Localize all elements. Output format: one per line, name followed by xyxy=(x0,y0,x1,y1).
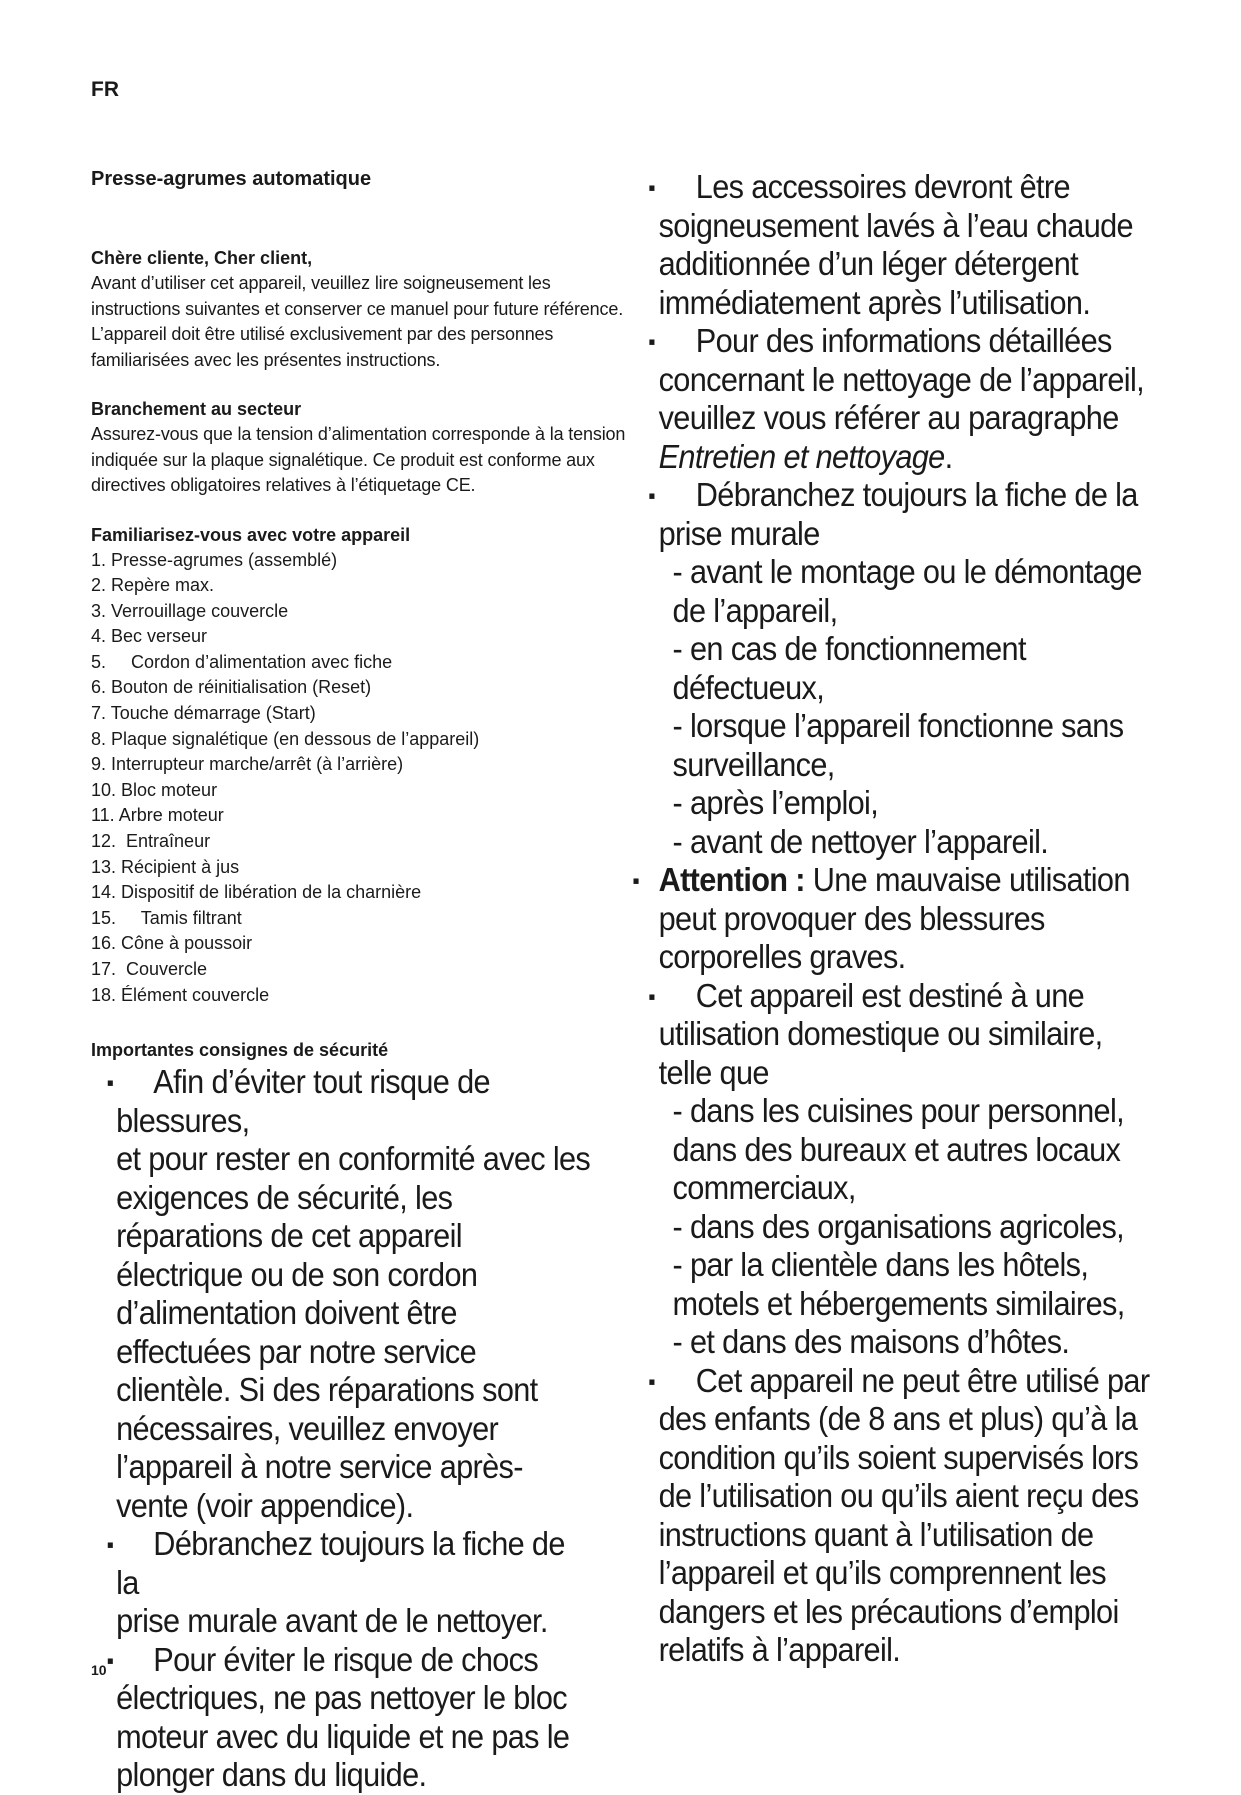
language-code: FR xyxy=(91,78,119,101)
greeting-heading: Chère cliente, Cher client, xyxy=(91,248,313,268)
parts-list-item: 14. Dispositif de libération de la charnière xyxy=(91,882,422,903)
mains-section xyxy=(91,397,631,499)
bullet-icon: ▪ xyxy=(632,868,640,893)
parts-list-item: 15. Tamis filtrant xyxy=(91,907,242,928)
parts-list-item: 8. Plaque signalétique (en dessous de l’appareil) xyxy=(91,728,480,749)
parts-list-item: 18. Élément couvercle xyxy=(91,984,270,1005)
bullet-text: prise murale xyxy=(658,514,820,552)
parts-list-item: 1. Presse-agrumes (assemblé) xyxy=(91,549,338,570)
parts-list-item: 6. Bouton de réinitialisation (Reset) xyxy=(91,677,372,698)
safety-bullet xyxy=(640,977,1161,1362)
bullet-icon: ▪ xyxy=(648,983,655,1009)
bullet-lead: Cet appareil ne peut être utilisé par xyxy=(695,1361,1150,1399)
left-column xyxy=(91,168,631,1795)
bullet-text: utilisation domestique ou similaire, telle que xyxy=(658,1015,1103,1091)
mains-body: Assurez-vous que la tension d’alimentation corresponde à la tension indiquée sur la plaque signalétique. Ce produit est conforme aux directives obligatoires relatives à l’étiquetage CE. xyxy=(91,424,626,495)
safety-left-bullets xyxy=(91,1063,593,1795)
sub-item: - en cas de fonctionnement défectueux, xyxy=(672,630,1026,706)
parts-list-item: 16. Cône à poussoir xyxy=(91,933,253,954)
parts-list-item: 9. Interrupteur marche/arrêt (à l’arrière) xyxy=(91,754,404,775)
bullet-text: et pour rester en conformité avec les exigences de sécurité, les réparations de cet appareil électrique ou de son cordon d’alimentation doivent être effectuées par notre service clientèle. Si des réparations sont nécessaires, veuillez envoyer l’appareil à notre service après-vente (voir appendice). xyxy=(116,1140,591,1524)
bullet-lead: Débranchez toujours la fiche de la xyxy=(116,1525,565,1601)
parts-list-item: 12. Entraîneur xyxy=(91,831,211,852)
parts-list-item: 17. Couvercle xyxy=(91,959,208,979)
parts-list-item: 4. Bec verseur xyxy=(91,626,208,647)
bullet-lead: Débranchez toujours la fiche de la xyxy=(695,476,1138,513)
bullet-lead: Les accessoires devront être xyxy=(695,168,1070,205)
sub-item: - dans les cuisines pour personnel, dans des bureaux et autres locaux commerciaux, xyxy=(672,1092,1125,1206)
bullet-lead: Pour éviter le risque de chocs xyxy=(153,1640,539,1678)
bullet-lead: Afin d’éviter tout risque de blessures, xyxy=(116,1063,490,1139)
parts-list-item: 10. Bloc moteur xyxy=(91,779,218,800)
parts-list-item: 2. Repère max. xyxy=(91,575,215,596)
bullet-text: concernant le nettoyage de l’appareil, veuillez vous référer au paragraphe xyxy=(658,360,1145,436)
bullet-icon: ▪ xyxy=(106,1070,114,1096)
safety-bullet xyxy=(640,168,1161,322)
bullet-text: prise murale avant de le nettoyer. xyxy=(116,1602,548,1640)
bullet-icon: ▪ xyxy=(106,1647,114,1673)
safety-bullet xyxy=(91,1525,593,1641)
parts-heading: Familiarisez-vous avec votre appareil xyxy=(91,524,411,545)
parts-section xyxy=(91,523,631,1009)
bullet-icon: ▪ xyxy=(648,1368,655,1394)
bullet-icon: ▪ xyxy=(648,483,655,508)
document-title: Presse-agrumes automatique xyxy=(91,168,372,190)
safety-bullet xyxy=(640,322,1161,476)
parts-list-item: 13. Récipient à jus xyxy=(91,856,240,877)
mains-heading: Branchement au secteur xyxy=(91,399,302,419)
sub-item: - lorsque l’appareil fonctionne sans surveillance, xyxy=(672,707,1124,783)
sub-item: - avant de nettoyer l’appareil. xyxy=(672,822,1049,860)
sub-item: - avant le montage ou le démontage de l’appareil, xyxy=(672,553,1142,629)
bullet-lead: Pour des informations détaillées xyxy=(695,322,1112,359)
parts-list-item: 11. Arbre moteur xyxy=(91,805,224,826)
safety-section xyxy=(91,1038,631,1795)
sub-item: - par la clientèle dans les hôtels, motels et hébergements similaires, xyxy=(672,1246,1125,1322)
bullet-text: Une mauvaise utilisation peut provoquer des blessures corporelles graves. xyxy=(658,861,1130,975)
safety-bullet xyxy=(640,1362,1161,1670)
right-column xyxy=(632,168,1161,1670)
greeting-body: Avant d’utiliser cet appareil, veuillez lire soigneusement les instructions suivantes et conserver ce manuel pour future référence. L’appareil doit être utilisé exclusivement par des personnes familiarisées avec les présentes instructions. xyxy=(91,273,624,370)
safety-heading: Importantes consignes de sécurité xyxy=(91,1040,389,1061)
parts-list xyxy=(91,548,631,1009)
bullet-lead: Cet appareil est destiné à une xyxy=(695,976,1085,1014)
safety-bullet xyxy=(640,476,1161,861)
bullet-icon: ▪ xyxy=(648,175,655,200)
parts-list-item: 3. Verrouillage couvercle xyxy=(91,600,289,621)
section-reference: Entretien et nettoyage xyxy=(658,437,945,475)
safety-bullet xyxy=(91,1641,593,1795)
sub-item: - après l’emploi, xyxy=(672,784,879,821)
page-number: 10 xyxy=(91,1662,107,1678)
bullet-icon: ▪ xyxy=(106,1532,114,1558)
sub-item: - dans des organisations agricoles, xyxy=(672,1207,1125,1245)
bullet-text: électriques, ne pas nettoyer le bloc moteur avec du liquide et ne pas le plonger dans du liquide. xyxy=(116,1679,570,1794)
bullet-text: des enfants (de 8 ans et plus) qu’à la condition qu’ils soient supervisés lors de l’utilisation ou qu’ils aient reçu des instructions quant à l’utilisation de l’appareil et qu’ils comprennent les dangers et les précautions d’emploi relatifs à l’appareil. xyxy=(658,1400,1139,1668)
safety-bullet xyxy=(91,1063,593,1525)
bullet-text-end: . xyxy=(944,437,953,475)
parts-list-item: 5. Cordon d’alimentation avec fiche xyxy=(91,651,393,672)
parts-list-item: 7. Touche démarrage (Start) xyxy=(91,703,316,724)
sub-item: - et dans des maisons d’hôtes. xyxy=(672,1323,1070,1360)
safety-bullet-attention xyxy=(632,861,1161,977)
greeting-section xyxy=(91,246,631,373)
bullet-icon: ▪ xyxy=(648,329,655,354)
attention-label: Attention : xyxy=(658,861,805,898)
bullet-text: soigneusement lavés à l’eau chaude additionnée d’un léger détergent immédiatement après l’utilisation. xyxy=(658,206,1133,321)
